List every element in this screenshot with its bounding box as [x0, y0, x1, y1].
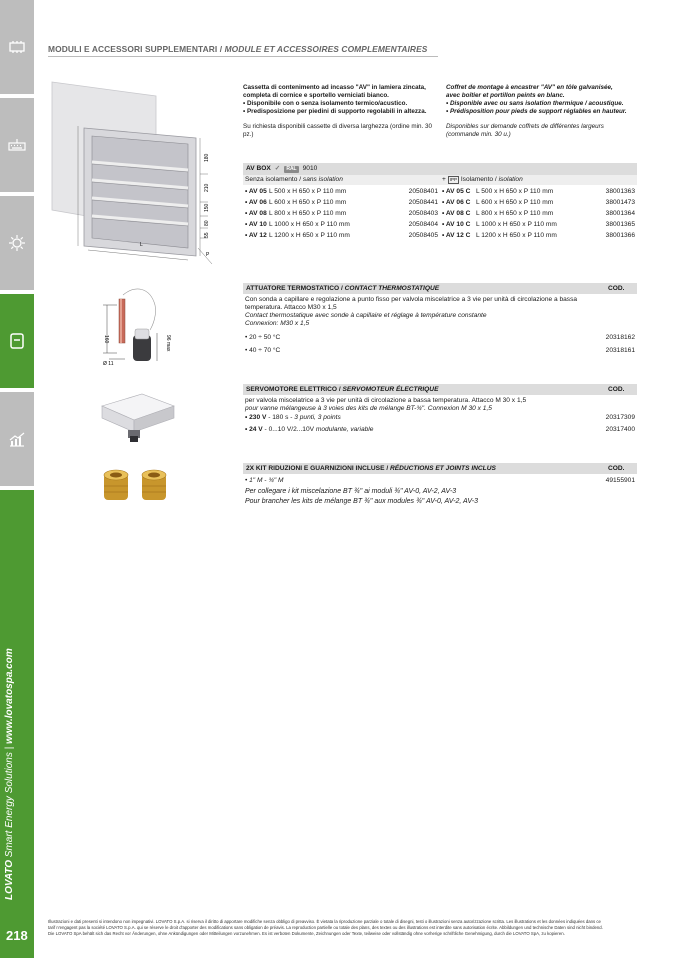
- thermo-section: ATTUATORE TERMOSTATICO / CONTACT THERMOSTATIQUE COD. Con sonda a capillare e regolazione a punto fisso per valvola miscelatrice a 3 vie per unità di circolazione a bassa temperatura. Attacco M30 x 1,5 Contact thermostatique avec sonde à capillaire et réglage à température constante Connexion: M30 x 1,5 • 20 ÷ 50 °C 20318162 • 40 ÷ 70 °C 20318161: [245, 285, 635, 354]
- module-box-icon: [7, 331, 27, 351]
- table-row: • AV 06 L 600 x H 650 x P 110 mm 20508441: [245, 199, 438, 206]
- servo-title: SERVOMOTORE ELETTRICO / SERVOMOTEUR ÉLECTRIQUE: [246, 386, 439, 393]
- av-left-list: [243, 185, 440, 242]
- page-header: MODULI E ACCESSORI SUPPLEMENTARI / MODULE ET ACCESSOIRES COMPLEMENTAIRES: [48, 44, 438, 57]
- keyboard-icon: [7, 135, 27, 155]
- check-icon: ✓: [274, 165, 281, 172]
- sidebar-brand-text: LOVATO Smart Energy Solutions | www.lovatospa.com: [4, 648, 15, 900]
- table-row: • 40 ÷ 70 °C 20318161: [245, 347, 635, 354]
- av-box-table: [243, 163, 637, 242]
- av-box-drawing: [48, 78, 228, 268]
- kit-description: Per collegare i kit miscelazione BT ¾" ai moduli ¾" AV-0, AV-2, AV-3 Pour brancher les kits de mélange BT ¾" aux modules ¾" AV-0, AV-2, AV-3: [245, 488, 478, 505]
- kit-title: 2X KIT RIDUZIONI E GUARNIZIONI INCLUSE / RÉDUCTIONS ET JOINTS INCLUS: [246, 465, 496, 472]
- table-row: • AV 08 C L 800 x H 650 x P 110 mm 38001364: [442, 210, 635, 217]
- dim-d5: 55: [204, 232, 210, 238]
- sidebar: [0, 0, 34, 958]
- servo-section: SERVOMOTORE ELETTRICO / SERVOMOTEUR ÉLECTRIQUE COD. per valvola miscelatrice a 3 vie per unità di circolazione a bassa temperatura. Attacco M 30 x 1,5 pour vanne mélangeuse à 3 voies des kits de mélange BT-¾". Connexion M 30 x 1,5 • 230 V - 180 s - 3 punti, 3 points 20317309 • 24 V - 0...10 V/2...10V modulante, variable 20317400: [245, 386, 635, 433]
- intro-fr-note: Disponibles sur demande coffrets de différentes largeurs (commande min. 30 u.): [446, 123, 604, 138]
- thermostatic-actuator-drawing: [95, 285, 185, 370]
- table-row: • 20 ÷ 50 °C 20318162: [245, 334, 635, 341]
- intro-it: Cassetta di contenimento ad incasso "AV" in lamiera zincata, completa di cornice e sportello verniciati bianco. • Disponibile con o senza isolamento termico/acustico. • Predisposizione per piedini di supporto regolabili in altezza. Su richiesta disponibili cassette di diversa larghezza (ordine min. 30 pz.): [243, 84, 433, 138]
- dim-d3: 150: [204, 203, 210, 212]
- sun-icon: [7, 233, 27, 253]
- thermo-title: ATTUATORE TERMOSTATICO / CONTACT THERMOSTATIQUE: [246, 285, 440, 292]
- thermo-dim-w: Ø 11: [103, 361, 114, 367]
- reducer-kit-drawing: [100, 466, 180, 506]
- table-row: • AV 12 C L 1200 x H 650 x P 110 mm 38001366: [442, 232, 635, 239]
- dim-d1: 180: [204, 153, 210, 162]
- intro-it-note: Su richiesta disponibili cassette di diversa larghezza (ordine min. 30 pz.): [243, 123, 433, 138]
- table-row: • AV 08 L 800 x H 650 x P 110 mm 20508403: [245, 210, 438, 217]
- servomotor-drawing: [98, 388, 178, 444]
- av-right-head: + IPP Isolamento / isolation: [442, 176, 523, 183]
- ipp-badge: IPP: [449, 177, 457, 182]
- circuit-board-icon: [7, 37, 27, 57]
- page-number: 218: [6, 928, 28, 943]
- table-row: • 24 V - 0...10 V/2...10V modulante, variable 20317400: [245, 426, 635, 433]
- thermo-description: Con sonda a capillare e regolazione a punto fisso per valvola miscelatrice a 3 vie per unità di circolazione a bassa temperatura. Attacco M30 x 1,5 Contact thermostatique avec sonde à capillaire et réglage à température constante Connexion: M30 x 1,5: [245, 296, 578, 327]
- sidebar-tab-circuit[interactable]: [0, 0, 34, 94]
- dim-d2: 210: [204, 183, 210, 192]
- thermo-dim-h: 160: [103, 335, 109, 344]
- intro-fr: Coffret de montage à encastrer "AV" en tôle galvanisée, avec boîtier et portillon peints en blanc. • Disponible avec ou sans isolation thermique / acoustique. • Prédisposition pour pieds de support réglables en hauteur. Disponibles sur demande coffrets de différentes largeurs (commande min. 30 u.): [446, 84, 646, 146]
- av-left-head: Senza isolamento / sans isolation: [245, 176, 343, 183]
- header-title-fr: MODULE ET ACCESSOIRES COMPLEMENTAIRES: [224, 44, 428, 54]
- table-row: • AV 05 L 500 x H 650 x P 110 mm 20508401: [245, 188, 438, 195]
- table-row: • AV 05 C L 500 x H 650 x P 110 mm 38001363: [442, 188, 635, 195]
- header-title-it: MODULI E ACCESSORI SUPPLEMENTARI: [48, 44, 218, 54]
- bar-chart-icon: [7, 429, 27, 449]
- sidebar-tab-sun[interactable]: [0, 196, 34, 290]
- dim-d4: 80: [204, 220, 210, 226]
- dim-l: L: [140, 242, 143, 248]
- table-row: • AV 10 L 1000 x H 650 x P 110 mm 20508404: [245, 221, 438, 228]
- av-right-list: [440, 185, 637, 242]
- sidebar-tab-modules[interactable]: [0, 294, 34, 388]
- thermo-dim-max: 96 max: [165, 335, 171, 352]
- ral-badge: RAL: [286, 165, 297, 172]
- table-row: • AV 06 C L 600 x H 650 x P 110 mm 38001473: [442, 199, 635, 206]
- table-row: • AV 10 C L 1000 x H 650 x P 110 mm 38001365: [442, 221, 635, 228]
- dim-p: P: [206, 252, 210, 258]
- sidebar-tab-charts[interactable]: [0, 392, 34, 486]
- table-row: • 1" M - ¾" M 49155901: [245, 477, 635, 484]
- av-box-title: AV BOX: [246, 165, 271, 172]
- kit-section: 2X KIT RIDUZIONI E GUARNIZIONI INCLUSE / RÉDUCTIONS ET JOINTS INCLUS COD. • 1" M - ¾" M 49155901 Per collegare i kit miscelazione BT ¾" ai moduli ¾" AV-0, AV-2, AV-3 Pour brancher les kits de mélange BT ¾" aux modules ¾" AV-0, AV-2, AV-3: [245, 465, 635, 505]
- sidebar-tab-keyboard[interactable]: [0, 98, 34, 192]
- table-row: • 230 V - 180 s - 3 punti, 3 points 20317309: [245, 414, 635, 421]
- ral-value: 9010: [302, 165, 318, 172]
- servo-description: per valvola miscelatrice a 3 vie per unità di circolazione a bassa temperatura. Attacco M 30 x 1,5 pour vanne mélangeuse à 3 voies des kits de mélange BT-¾". Connexion M 30 x 1,5: [245, 397, 527, 412]
- footer-disclaimer: Illustrazioni e dati presenti si intendono non impegnativi. LOVATO S.p.A. si riserva il diritto di apportare modifiche senza obbligo di preavviso. È vietata la riproduzione parziale o totale di disegni, testi o illustrazioni senza autorizzazione scritta. Les illustrations et les données indiquées dans ce tarif n'engagent pas la société LOVATO S.p.A. qui se réserve le droit d'apporter des modifications sans obligation de préavis. La reproduction partielle ou totale des plans, des textes ou des illustrations est interdite sans autorisation écrite. Abbildungen und technische Daten sind nicht bindend. Die LOVATO SpA behält sich das Recht vor Änderungen, ohne Ankündigungen oder Mitteilungen vorzunehmen. Es ist verboten Dokumente, Zeichnungen oder Texte, teilweise oder vollständig ohne vorherige schriftliche Genehmigung, durch die LOVATO SpA, zu kopieren.: [48, 919, 603, 936]
- table-row: • AV 12 L 1200 x H 650 x P 110 mm 20508405: [245, 232, 438, 239]
